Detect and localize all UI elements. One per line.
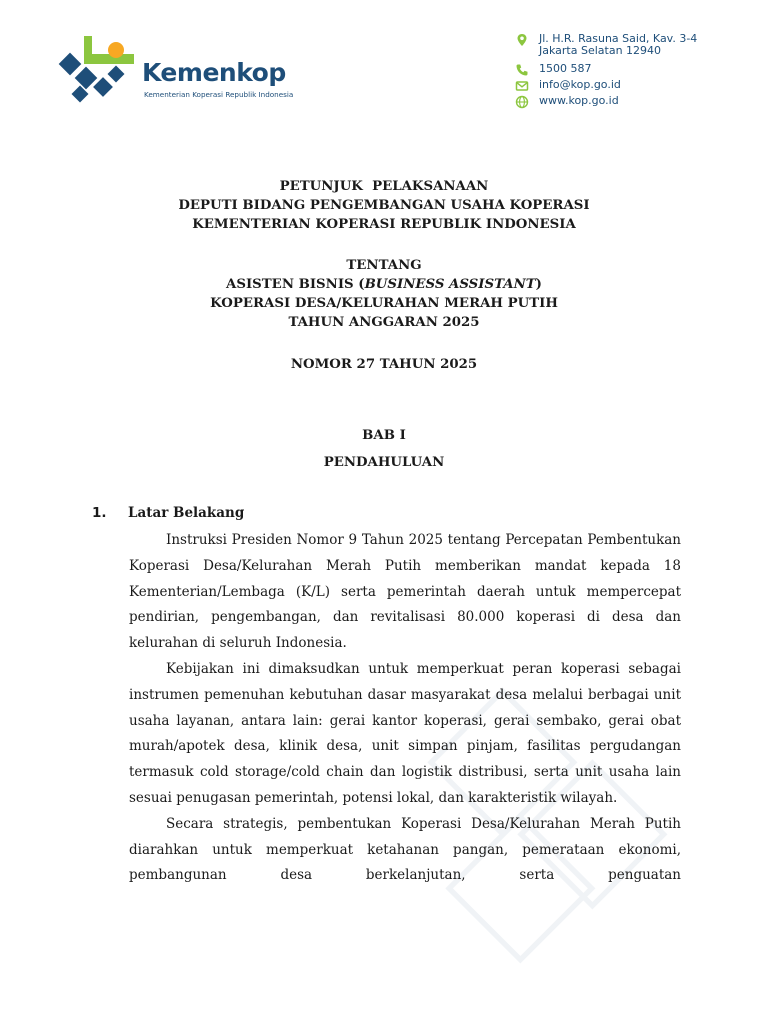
- globe-icon: [515, 95, 529, 109]
- logo-subtitle: Kementerian Koperasi Republik Indonesia: [144, 90, 294, 99]
- subject-line-4: TAHUN ANGGARAN 2025: [288, 315, 480, 330]
- subject-italic: BUSINESS ASSISTANT: [364, 277, 536, 292]
- paragraph-2: Kebijakan ini dimaksudkan untuk memperkuat peran koperasi sebagai instrumen pemenuhan kebutuhan dasar masyarakat desa melalui berbagai unit usaha layanan, antara lain: gerai kantor koperasi, gerai sembako, gerai obat murah/apotek desa, klinik desa, unit simpan pinjam, fasilitas pergudangan termasuk cold storage/cold chain dan logistik distribusi, serta unit usaha lain sesuai penugasan pemerintah, potensi lokal, dan karakteristik wilayah.: [129, 660, 681, 806]
- tentang-label: TENTANG: [346, 258, 422, 273]
- chapter-label: BAB I: [362, 428, 406, 443]
- document-subject: [0, 256, 768, 332]
- chapter-title: PENDAHULUAN: [323, 455, 445, 470]
- subject-line-3: KOPERASI DESA/KELURAHAN MERAH PUTIH: [210, 296, 558, 311]
- title-line-1: PETUNJUK PELAKSANAAN: [279, 179, 489, 194]
- phone-row: [515, 63, 697, 79]
- address-line1: Jl. H.R. Rasuna Said, Kav. 3-4: [539, 32, 698, 45]
- subject-prefix: ASISTEN BISNIS (: [226, 277, 365, 292]
- title-line-2: DEPUTI BIDANG PENGEMBANGAN USAHA KOPERASI: [178, 198, 590, 213]
- phone-number: 1500 587: [539, 62, 592, 75]
- email-row: [515, 79, 697, 95]
- section-heading: [92, 505, 244, 521]
- email-address: info@kop.go.id: [539, 78, 621, 91]
- contact-block: [515, 33, 697, 111]
- logo-name: Kemenkop: [142, 58, 286, 87]
- website-row: [515, 95, 697, 111]
- document-title: [0, 177, 768, 234]
- address-line2: Jakarta Selatan 12940: [539, 44, 662, 57]
- mail-icon: [515, 79, 529, 93]
- website-url: www.kop.go.id: [539, 94, 619, 107]
- title-line-3: KEMENTERIAN KOPERASI REPUBLIK INDONESIA: [192, 217, 576, 232]
- section-number: 1.: [92, 505, 107, 521]
- document-number: NOMOR 27 TAHUN 2025: [290, 357, 478, 372]
- subject-line: [0, 275, 768, 294]
- section-body: [129, 528, 681, 889]
- phone-icon: [515, 63, 529, 77]
- paragraph-3: Secara strategis, pembentukan Koperasi Desa/Kelurahan Merah Putih diarahkan untuk memperkuat ketahanan pangan, pemerataan ekonomi, pembangunan desa berkelanjutan, serta penguatan: [129, 815, 681, 884]
- paragraph-1: Instruksi Presiden Nomor 9 Tahun 2025 tentang Percepatan Pembentukan Koperasi Desa/Kelurahan Merah Putih memberikan mandat kepada 18 Kementerian/Lembaga (K/L) serta pemerintah daerah untuk mempercepat pendirian, pengembangan, dan revitalisasi 80.000 koperasi di desa dan kelurahan di seluruh Indonesia.: [129, 532, 681, 652]
- section-title: Latar Belakang: [128, 505, 245, 521]
- location-pin-icon: [515, 33, 529, 47]
- subject-suffix: ): [535, 277, 542, 292]
